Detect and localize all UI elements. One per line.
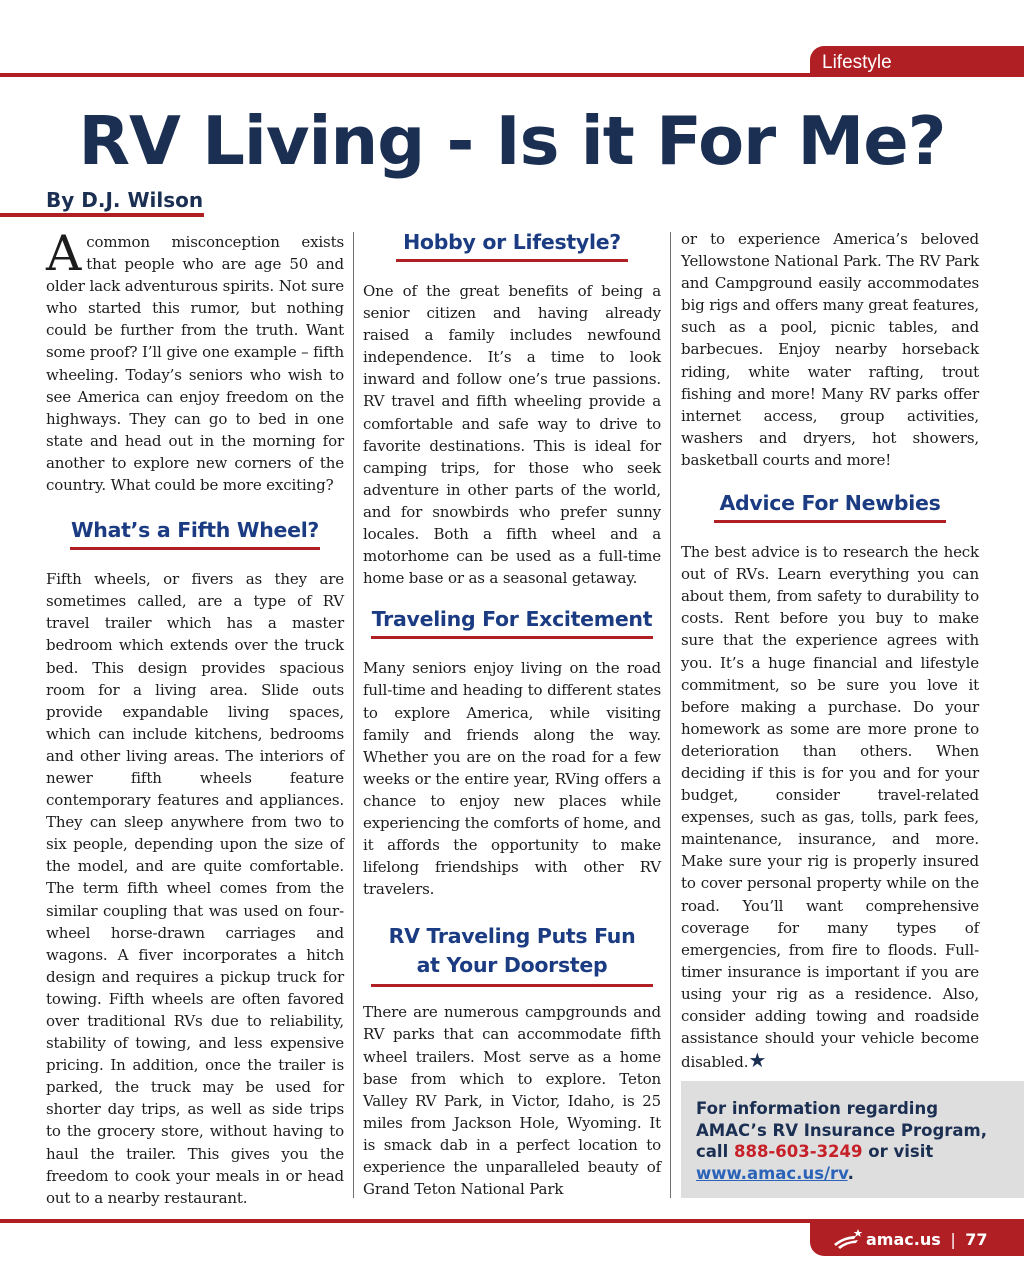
- byline: By D.J. Wilson: [46, 188, 204, 212]
- fun-paragraph: There are numerous campgrounds and RV parks that can accommodate fifth wheel trailers. Most serve as a home base from which to explore. Teton Valley RV Park, in Victor, Idaho, is 25 miles from Jackson Hole, Wyoming. It is smack dab in a perfect location to experience the unparalleled beauty of Grand Teton National Park: [363, 1003, 661, 1199]
- amac-logo-icon: [832, 1228, 864, 1250]
- column-divider: [670, 232, 671, 1198]
- fun-paragraph-continued: or to experience America’s beloved Yellowstone National Park. The RV Park and Campground easily accommodates big rigs and offers many great features, such as a pool, picnic tables, and barbecues. Enjoy nearby horseback riding, white water rafting, trout fishing and more! Many RV parks offer internet access, group activities, washers and dryers, hot showers, basketball courts and more!: [681, 230, 979, 469]
- info-or-visit: or visit: [868, 1142, 934, 1161]
- column-3: [681, 228, 979, 1073]
- section-label: Lifestyle: [822, 52, 892, 73]
- end-star-icon: ★: [748, 1048, 767, 1073]
- section-tab: [810, 46, 1024, 77]
- excitement-paragraph: Many seniors enjoy living on the road full-time and heading to different states to explore America, while visiting family and friends along the way. Whether you are on the road for a few weeks or the entire year, RVing offers a chance to enjoy new places while experiencing the comforts of home, and it affords the opportunity to make lifelong friendships with other RV travelers.: [363, 659, 661, 899]
- newbies-paragraph: [681, 541, 979, 1073]
- drop-cap: A: [46, 225, 82, 282]
- info-period: .: [847, 1163, 854, 1183]
- page-number: 77: [965, 1230, 988, 1249]
- intro-text: common misconception exists that people who are age 50 and older lack adventurous spirits. Not sure who started this rumor, but nothing could be further from the truth. Want some proof? I’ll give one example – fifth wheeling. Today’s seniors who wish to see America can enjoy freedom on the highways. They can go to bed in one state and head out in the morning for another to explore new corners of the country. What could be more exciting?: [46, 233, 344, 495]
- footer-separator: |: [950, 1230, 956, 1249]
- byline-underline: [0, 213, 204, 217]
- heading-hobby-lifestyle: Hobby or Lifestyle?: [403, 230, 621, 254]
- phone-number[interactable]: 888-603-3249: [733, 1142, 863, 1161]
- column-divider: [353, 232, 354, 1198]
- info-line-1: For information regarding: [696, 1099, 939, 1118]
- info-box-text: [696, 1098, 996, 1184]
- info-line-2: AMAC’s RV Insurance Program,: [696, 1120, 988, 1140]
- hobby-paragraph: One of the great benefits of being a senior citizen and having already raised a family includes newfound independence. It’s a time to look inward and follow one’s true passions. RV travel and fifth wheeling provide a comfortable and safe way to drive to favorite destinations. This is ideal for camping trips, for those who seek adventure in other parts of the world, and for snowbirds who prefer sunny locales. Both a fifth wheel and a motorhome can be used as a full-time home base or as a seasonal getaway.: [363, 282, 661, 588]
- footer-tab: [810, 1223, 1024, 1256]
- heading-advice-newbies: Advice For Newbies: [719, 491, 941, 516]
- info-call-label: call: [696, 1142, 729, 1161]
- heading-rv-fun: RV Traveling Puts Fun at Your Doorstep: [388, 924, 636, 978]
- info-line-4: [696, 1163, 996, 1185]
- info-line-3: [696, 1141, 996, 1163]
- heading-fifth-wheel: What’s a Fifth Wheel?: [70, 518, 320, 543]
- article-title: RV Living - Is it For Me?: [78, 102, 946, 180]
- heading-traveling-excitement: Traveling For Excitement: [371, 607, 653, 632]
- footer-text: [866, 1223, 988, 1256]
- amac-rv-link[interactable]: www.amac.us/rv: [696, 1163, 848, 1183]
- column-1: [46, 225, 344, 1209]
- intro-paragraph: [46, 225, 344, 496]
- fifth-wheel-paragraph: Fifth wheels, or fivers as they are sometimes called, are a type of RV travel trailer which has a master bedroom which extends over the truck bed. This design provides spacious room for a living area. Slide outs provide expandable living spaces, which can include kitchens, bedrooms and other living areas. The interiors of newer fifth wheels feature contemporary features and appliances. They can sleep anywhere from two to six people, depending upon the size of the model, and are quite comfortable. The term fifth wheel comes from the similar coupling that was used on four-wheel horse-drawn carriages and wagons. A fiver incorporates a hitch design and requires a pickup truck for towing. Fifth wheels are often favored over traditional RVs due to reliability, stability of towing, and less expensive pricing. In addition, once the trailer is parked, the truck may be used for shorter day trips, as well as side trips to the grocery store, without having to haul the trailer. This gives you the freedom to cook your meals in or head out to a nearby restaurant.: [46, 570, 344, 1207]
- newbies-text: The best advice is to research the heck out of RVs. Learn everything you can about them, from safety to durability to costs. Rent before you buy to make sure that the experience agrees with you. It’s a huge financial and lifestyle commitment, so be sure you love it before making a purchase. Do your homework as some are more prone to deterioration than others. When deciding if this is for you and for your budget, consider travel-related expenses, such as gas, tolls, park fees, maintenance, insurance, and more. Make sure your rig is properly insured to cover personal property while on the road. You’ll want comprehensive coverage for many types of emergencies, from fire to floods. Full-timer insurance is important if you are using your rig as a residence. Also, consider adding towing and roadside assistance should your vehicle become disabled.: [681, 543, 979, 1072]
- footer-site[interactable]: amac.us: [866, 1230, 941, 1249]
- info-box: [681, 1081, 1024, 1198]
- column-2: [363, 228, 661, 1200]
